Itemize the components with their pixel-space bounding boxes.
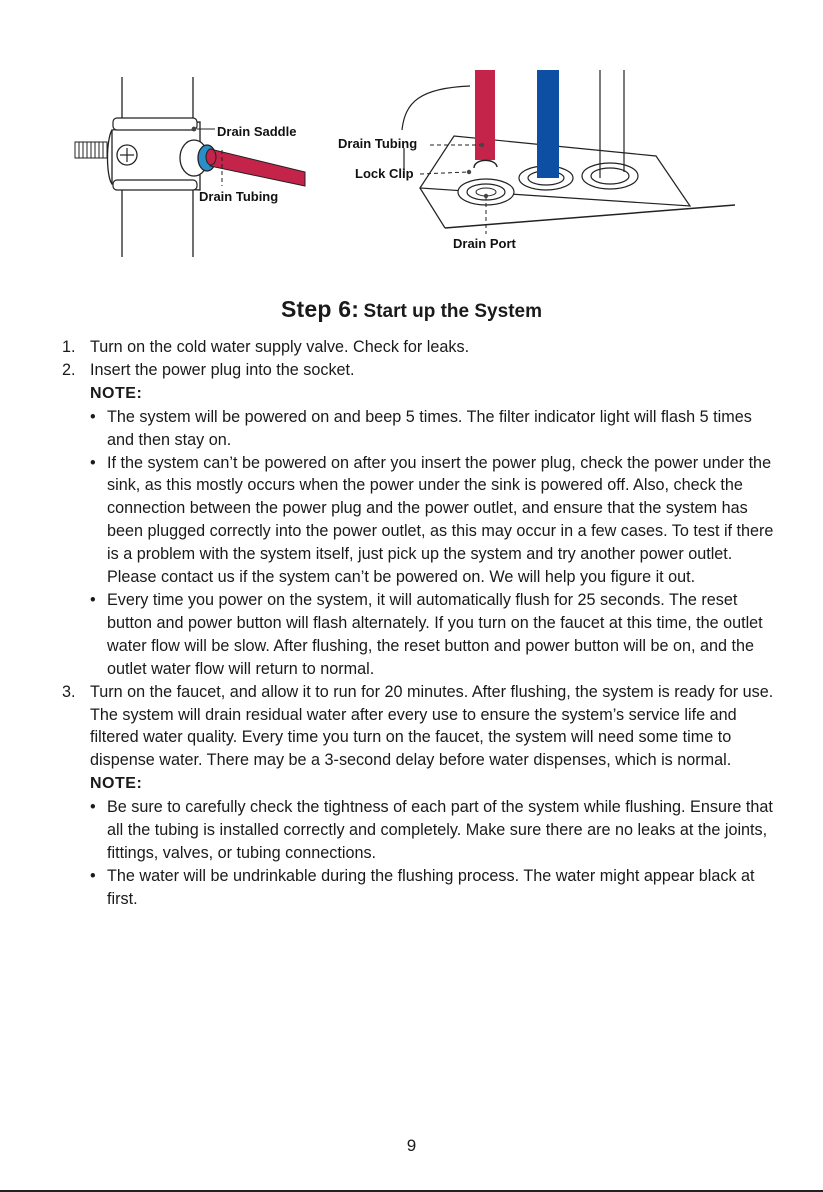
page-number: 9	[406, 1136, 417, 1155]
step-item	[62, 336, 777, 359]
bullet-item: • If the system can’t be powered on after you insert the power plug, check the power under the sink, as this mostly occurs when the power under the sink is powered off. Also, check the connection between the power plug and the power outlet, and ensure that the system has been plugged correctly into the power outlet, as this may occur in a few cases. To test if there is a problem with the system itself, just pick up the system and try another power outlet. Please contact us if the system can’t be powered on. We will help you figure it out.	[90, 452, 777, 589]
drain-port-diagram	[338, 70, 735, 251]
note-bullets	[90, 796, 777, 911]
illustrations	[0, 0, 823, 270]
step-number: Step 6:	[281, 296, 360, 322]
bullet-item: • Every time you power on the system, it will automatically flush for 25 seconds. The reset button and power button will flash alternately. If you turn on the faucet at this time, the outlet water flow will be slow. After flushing, the reset button and power button will be on, and the outlet water flow will return to normal.	[90, 589, 777, 681]
note-label: NOTE:	[90, 384, 143, 402]
step-item	[62, 359, 777, 681]
drain-saddle-label: Drain Saddle	[217, 124, 297, 139]
bullet-item: • The system will be powered on and beep 5 times. The filter indicator light will flash 5 times and then stay on.	[90, 406, 777, 452]
instructions	[62, 336, 777, 911]
section-heading	[0, 296, 823, 323]
step-item-text: Turn on the faucet, and allow it to run for 20 minutes. After flushing, the system is ready for use. The system will drain residual water after every use to ensure the system’s service life and filtered water quality. Every time you turn on the faucet, the system will need some time to dispense water. There may be a 3-second delay before water dispenses, which is normal.	[90, 682, 774, 770]
installation-diagrams	[0, 0, 823, 270]
drain-tubing-label-left: Drain Tubing	[199, 189, 279, 204]
step-item-number: 3.	[62, 682, 76, 701]
note-label: NOTE:	[90, 775, 143, 793]
section-title: Start up the System	[363, 301, 542, 322]
drain-tubing-label-right: Drain Tubing	[338, 136, 418, 151]
step-item-number: 2.	[62, 360, 76, 379]
drain-saddle-diagram	[75, 77, 305, 257]
bullet-item: • The water will be undrinkable during the flushing process. The water might appear black at first.	[90, 865, 777, 911]
lock-clip-label: Lock Clip	[355, 166, 414, 181]
note-bullets	[90, 406, 777, 681]
step-item-text: Turn on the cold water supply valve. Check for leaks.	[90, 338, 470, 356]
drain-port-label: Drain Port	[453, 236, 516, 251]
step-item	[62, 681, 777, 911]
step-item-text: Insert the power plug into the socket.	[90, 360, 355, 379]
steps-list	[62, 336, 777, 911]
bullet-item: • Be sure to carefully check the tightness of each part of the system while flushing. Ensure that all the tubing is installed correctly and completely. Make sure there are no leaks at the joints, fittings, valves, or tubing connections.	[90, 796, 777, 865]
step-item-number: 1.	[62, 338, 76, 356]
